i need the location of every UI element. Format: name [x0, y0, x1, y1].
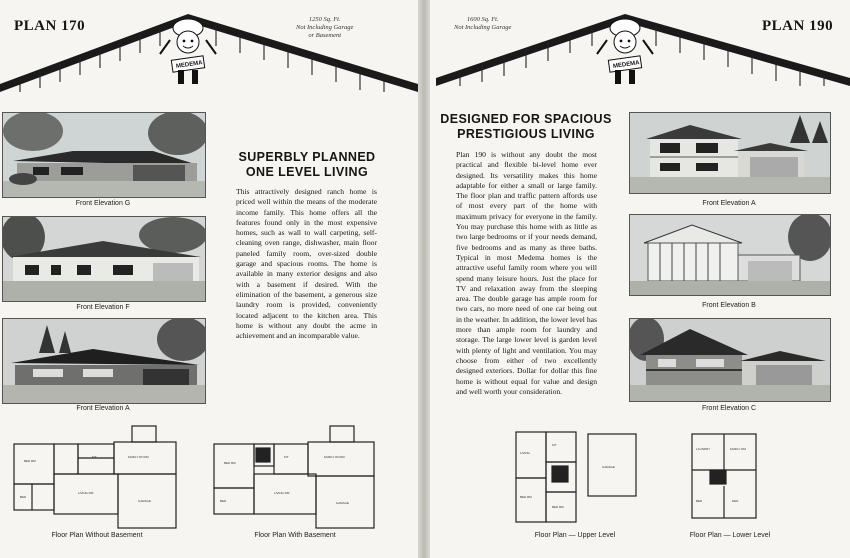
- elevation-c-image: [629, 318, 831, 402]
- caption-floor-plan-lower-level: Floor Plan — Lower Level: [689, 532, 771, 539]
- caption-elevation-g: Front Elevation G: [75, 200, 131, 207]
- book-gutter: [418, 0, 430, 558]
- floor-plan-upper-level-drawing: [512, 424, 642, 524]
- svg-text:BED RM: BED RM: [24, 459, 36, 463]
- right-page: [430, 0, 850, 558]
- description-text: This attractively designed ranch home is priced well within the means of the moderate income family. This home offers all the features found only in the most expensive homes, such as wall to wall carpeting, self-cleaning oven range, dishwasher, main floor paneled family room, over-sized double garage and spacious rooms. The home is available in many exterior designs and also with a basement if desired. With the elimination of the basement, a generous size laundry room is provided, conveniently located adjacent to the kitchen area. This home is without any doubt the acme in achievement and an incomparable value.: [236, 187, 377, 341]
- floor-plan-with-basement-drawing: [208, 418, 383, 533]
- caption-elevation-b: Front Elevation B: [702, 302, 756, 309]
- section-heading: SUPERBLY PLANNED ONE LEVEL LIVING: [238, 150, 376, 179]
- caption-floor-plan-without-basement: Floor Plan Without Basement: [51, 532, 143, 539]
- elevation-a-image: [2, 318, 206, 404]
- svg-text:FAMILY RM: FAMILY RM: [730, 447, 746, 451]
- plan-title: PLAN 190: [762, 18, 834, 34]
- roof-header-left: [0, 0, 418, 100]
- medema-mascot-icon: [597, 19, 653, 84]
- svg-text:DEN: DEN: [732, 499, 739, 503]
- square-footage: 1250 Sq. Ft. Not Including Garage or Basement: [296, 16, 354, 39]
- svg-text:LIVING: LIVING: [520, 451, 530, 455]
- elevation-a-image: [629, 112, 831, 194]
- svg-text:BED: BED: [220, 499, 227, 503]
- svg-text:BED: BED: [20, 495, 27, 499]
- medema-logo-text: MEDEMA: [175, 60, 203, 70]
- left-page: [0, 0, 418, 558]
- elevation-b-image: [629, 214, 831, 296]
- caption-elevation-a: Front Elevation A: [76, 405, 130, 412]
- description-text: Plan 190 is without any doubt the most practical and flexible bi-level home ever designed. Its versatility makes this home adaptable for either a small or large family. The floor plan and traffic pattern affords use of most every part of the home with maximum privacy for everyone in the family. You may purchase this home with as little as two large bedrooms or if your needs demand, five bedrooms and as many as three baths. Typical in most Medema homes is the attractive useful family room where you will spend many leisure hours. Just the place for TV and relaxation away from the sleeping area. The double garage has ample room for two cars, no more need of one car being out in the weather. In addition, the lower level has more than ample room for laundry and storage. The large lower level is garden level with plenty of light and ventilation. You may choose from either of two excellently designed exteriors. Dollar for dollar this fine home is without equal for value and design and well worth your consideration.: [456, 150, 597, 396]
- plan-title: PLAN 170: [14, 18, 86, 34]
- svg-text:GARAGE: GARAGE: [138, 499, 151, 503]
- svg-text:FAMILY ROOM: FAMILY ROOM: [128, 455, 149, 459]
- svg-text:GARAGE: GARAGE: [602, 465, 615, 469]
- svg-text:KIT: KIT: [284, 455, 289, 459]
- svg-text:BED RM: BED RM: [552, 505, 564, 509]
- svg-text:GARAGE: GARAGE: [336, 501, 349, 505]
- medema-logo-text: MEDEMA: [612, 60, 640, 70]
- caption-elevation-a: Front Elevation A: [702, 200, 756, 207]
- svg-text:LIVING RM: LIVING RM: [274, 491, 290, 495]
- svg-text:FAMILY ROOM: FAMILY ROOM: [324, 455, 345, 459]
- svg-text:LIVING RM: LIVING RM: [78, 491, 94, 495]
- svg-text:KIT: KIT: [552, 443, 557, 447]
- svg-text:BED RM: BED RM: [520, 495, 532, 499]
- floor-plan-without-basement-drawing: [8, 418, 188, 533]
- elevation-g-image: [2, 112, 206, 198]
- svg-text:BED: BED: [696, 499, 703, 503]
- elevation-f-image: [2, 216, 206, 302]
- caption-elevation-f: Front Elevation F: [76, 304, 130, 311]
- caption-elevation-c: Front Elevation C: [701, 405, 757, 412]
- caption-floor-plan-with-basement: Floor Plan With Basement: [254, 532, 336, 539]
- floor-plan-lower-level-drawing: [688, 430, 768, 525]
- square-footage: 1600 Sq. Ft. Not Including Garage: [454, 16, 512, 31]
- svg-text:BED RM: BED RM: [224, 461, 236, 465]
- caption-floor-plan-upper-level: Floor Plan — Upper Level: [534, 532, 616, 539]
- svg-text:LAUNDRY: LAUNDRY: [696, 447, 711, 451]
- section-heading: DESIGNED FOR SPACIOUS PRESTIGIOUS LIVING: [440, 112, 612, 141]
- roof-header-right: [430, 0, 850, 100]
- svg-text:KIT: KIT: [92, 455, 97, 459]
